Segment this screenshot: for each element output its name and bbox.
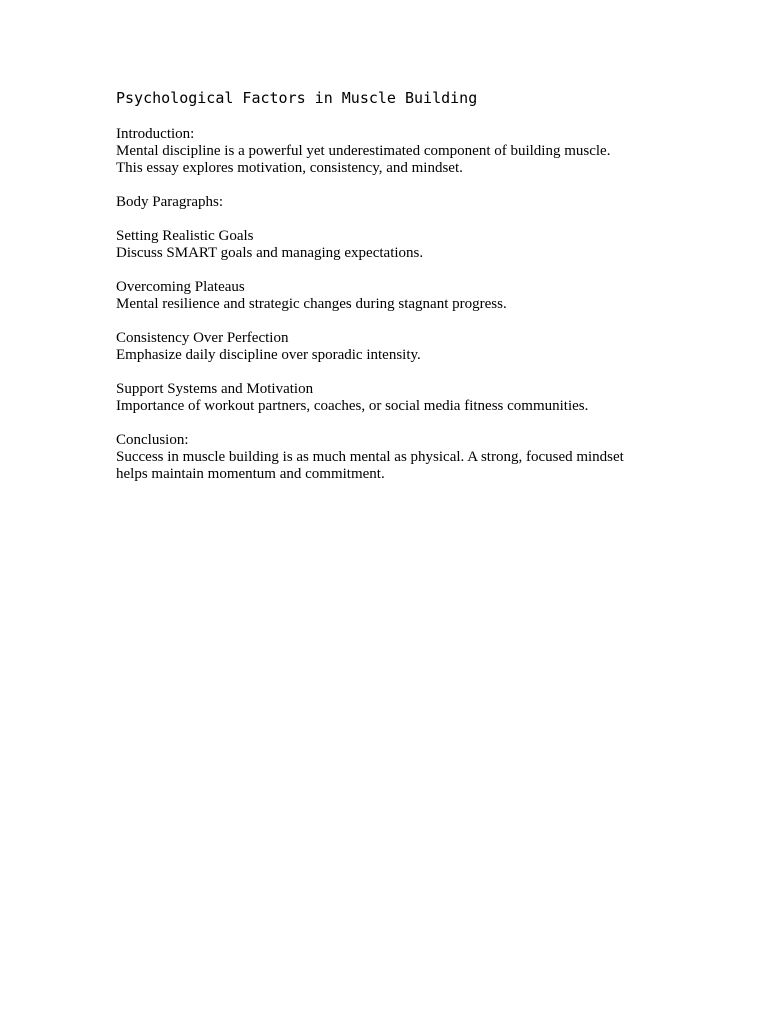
body-line: This essay explores motivation, consistency, and mindset. <box>116 160 463 176</box>
section-heading: Consistency Over Perfection <box>116 330 289 346</box>
body-line: Discuss SMART goals and managing expectations. <box>116 245 424 261</box>
section-heading: Body Paragraphs: <box>116 194 224 210</box>
body-line: Success in muscle building is as much mental as physical. A strong, focused mindset <box>116 449 624 465</box>
body-line: Mental resilience and strategic changes during stagnant progress. <box>116 296 507 312</box>
section-conclusion <box>116 432 656 483</box>
section-heading: Setting Realistic Goals <box>116 228 254 244</box>
document-page <box>116 88 656 500</box>
body-line: Mental discipline is a powerful yet underestimated component of building muscle. <box>116 143 611 159</box>
section-heading: Overcoming Plateaus <box>116 279 245 295</box>
section-consistency-over-perfection <box>116 330 656 364</box>
body-line: helps maintain momentum and commitment. <box>116 466 385 482</box>
section-heading: Conclusion: <box>116 432 189 448</box>
section-heading: Introduction: <box>116 126 195 142</box>
section-setting-realistic-goals <box>116 228 656 262</box>
section-overcoming-plateaus <box>116 279 656 313</box>
body-line: Importance of workout partners, coaches, or social media fitness communities. <box>116 398 589 414</box>
section-body-paragraphs <box>116 194 656 211</box>
document-title: Psychological Factors in Muscle Building <box>116 89 478 107</box>
section-heading: Support Systems and Motivation <box>116 381 314 397</box>
section-introduction <box>116 126 656 177</box>
body-line: Emphasize daily discipline over sporadic intensity. <box>116 347 421 363</box>
section-support-systems <box>116 381 656 415</box>
